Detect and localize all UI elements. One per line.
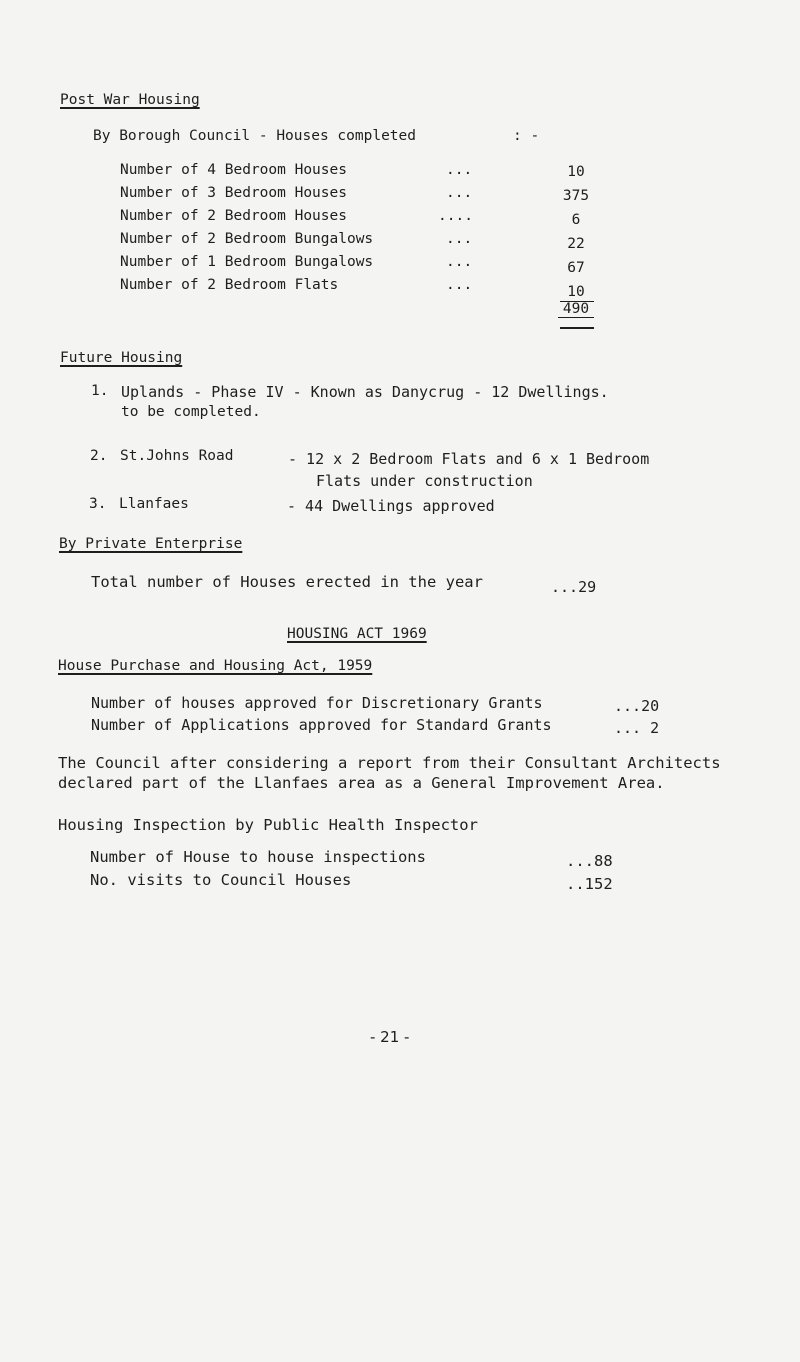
purchase-row-label: Number of Applications approved for Standard Grants	[91, 716, 552, 734]
future-item-place: Llanfaes	[119, 496, 189, 512]
inspection-row-label: No. visits to Council Houses	[90, 871, 352, 889]
row-value: 22	[567, 236, 585, 252]
row-value: 10	[567, 164, 585, 180]
purchase-row-value: ...20	[614, 697, 660, 715]
future-item-number: 1.	[91, 383, 109, 399]
purchase-row-label: Number of houses approved for Discretionary Grants	[91, 694, 543, 712]
total-value: 490	[558, 301, 594, 318]
future-item-text-continued: to be completed.	[121, 404, 261, 420]
future-item-number: 3.	[89, 496, 107, 512]
private-heading: By Private Enterprise	[59, 536, 243, 552]
inspection-heading: Housing Inspection by Public Health Inspector	[58, 816, 478, 834]
future-item-place: St.Johns Road	[120, 448, 234, 464]
row-dots: ...	[446, 162, 473, 178]
row-value: 67	[567, 260, 585, 276]
row-dots: ...	[446, 185, 473, 201]
row-dots: ...	[446, 277, 473, 293]
row-value: 6	[571, 212, 581, 228]
purchase-heading: House Purchase and Housing Act, 1959	[58, 658, 373, 674]
private-value: ...29	[551, 578, 597, 596]
row-label: Number of 2 Bedroom Bungalows	[120, 231, 374, 247]
housing-act-heading: HOUSING ACT 1969	[287, 626, 427, 642]
future-item-text: - 44 Dwellings approved	[287, 497, 495, 515]
improvement-paragraph-line: The Council after considering a report from their Consultant Architects	[58, 754, 721, 772]
row-label: Number of 4 Bedroom Houses	[120, 162, 347, 178]
future-item-text: - 12 x 2 Bedroom Flats and 6 x 1 Bedroom	[288, 450, 650, 468]
borough-colon: : -	[513, 128, 540, 144]
inspection-row-value: ...88	[566, 852, 613, 870]
row-value: 10	[567, 284, 585, 300]
future-item-text-continued: Flats under construction	[316, 472, 533, 490]
row-label: Number of 2 Bedroom Houses	[120, 208, 347, 224]
row-value: 375	[562, 188, 590, 204]
total-rule	[560, 327, 594, 329]
private-line: Total number of Houses erected in the year	[91, 573, 483, 591]
post-war-heading: Post War Housing	[60, 92, 200, 108]
inspection-row-value: ..152	[566, 875, 613, 893]
inspection-row-label: Number of House to house inspections	[90, 848, 426, 866]
future-item-number: 2.	[90, 448, 108, 464]
improvement-paragraph-line: declared part of the Llanfaes area as a General Improvement Area.	[58, 774, 665, 792]
row-dots: ....	[438, 208, 473, 224]
future-heading: Future Housing	[60, 350, 183, 366]
borough-line: By Borough Council - Houses completed	[93, 128, 417, 144]
row-dots: ...	[446, 254, 473, 270]
page-number: - 21 -	[370, 1028, 410, 1046]
row-dots: ...	[446, 231, 473, 247]
future-item-text: Uplands - Phase IV - Known as Danycrug - 12 Dwellings.	[121, 383, 609, 401]
row-label: Number of 1 Bedroom Bungalows	[120, 254, 374, 270]
row-label: Number of 2 Bedroom Flats	[120, 277, 339, 293]
purchase-row-value: ... 2	[614, 719, 660, 737]
row-label: Number of 3 Bedroom Houses	[120, 185, 347, 201]
